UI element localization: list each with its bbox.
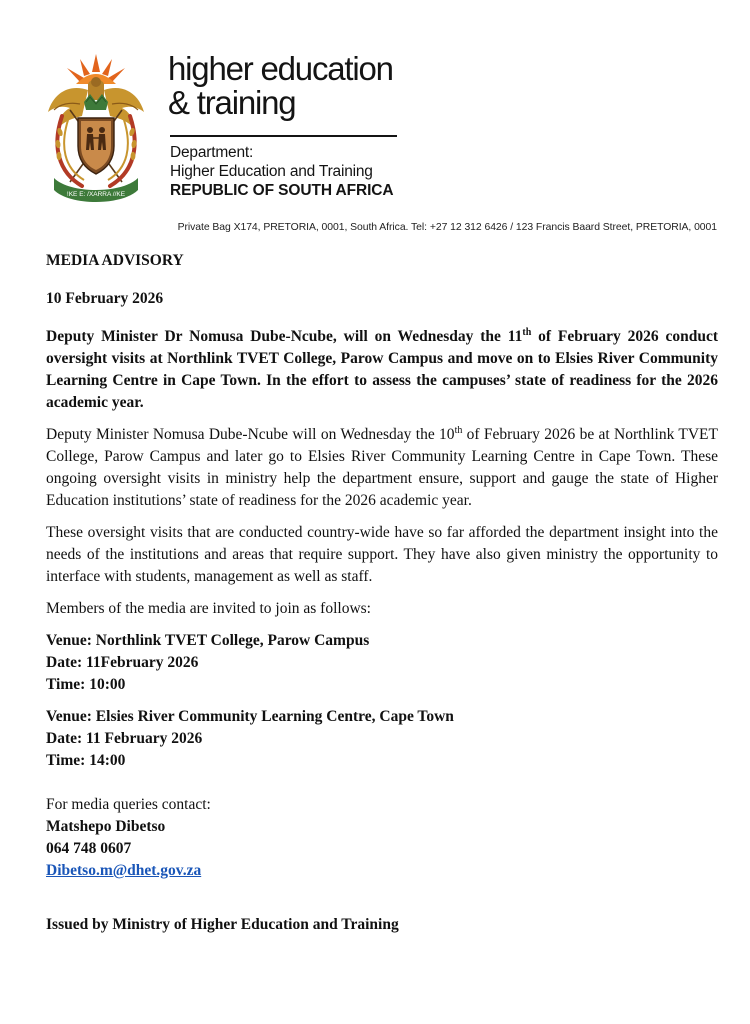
brand-line-2: & training: [168, 84, 296, 121]
venue-2-time: Time: 14:00: [46, 752, 126, 769]
paragraph-1-superscript: th: [454, 424, 463, 436]
venue-block-2: [46, 706, 718, 772]
lead-text-1: Deputy Minister Dr Nomusa Dube-Ncube, will on Wednesday the 11: [46, 328, 523, 345]
advisory-date: 10 February 2026: [46, 290, 164, 307]
lead-paragraph: [46, 326, 718, 414]
paragraph-1: [46, 424, 718, 512]
venue-2: Venue: Elsies River Community Learning Centre, Cape Town: [46, 708, 454, 725]
paragraph-1-text-2: of February 2026 be at Northlink TVET College, Parow Campus and later go to Elsies River Community Learning Centre in Cape Town. These ongoing oversight visits in ministry help the department ensure, support and gauge the state of Higher Education institutions’ state of readiness for the 2026 academic year.: [46, 426, 718, 509]
motto-banner: [54, 178, 138, 202]
paragraph-1-text-1: Deputy Minister Nomusa Dube-Ncube will on Wednesday the 10: [46, 426, 455, 443]
venue-1-time: Time: 10:00: [46, 676, 126, 693]
venue-1-date: Date: 11February 2026: [46, 654, 199, 671]
crest-motto: !KE E: /XARRA //KE: [66, 191, 126, 198]
contact-block: [46, 794, 718, 882]
department-name: Higher Education and Training: [170, 163, 373, 180]
contact-name: Matshepo Dibetso: [46, 818, 166, 835]
department-label: Department:: [170, 144, 254, 161]
invite-line: Members of the media are invited to join as follows:: [46, 600, 371, 617]
contact-intro: For media queries contact:: [46, 796, 211, 813]
venue-block-1: [46, 630, 718, 696]
venue-1: Venue: Northlink TVET College, Parow Campus: [46, 632, 370, 649]
contact-phone: 064 748 0607: [46, 840, 132, 857]
shield-icon: [78, 118, 114, 174]
lead-text-2: of February 2026 conduct oversight visits at Northlink TVET College, Parow Campus and move on to Elsies River Community Learning Centre in Cape Town. In the effort to assess the campuses’ state of readiness for the 2026 academic year.: [46, 328, 718, 411]
brand-line-1: higher education: [168, 50, 393, 87]
issued-by: Issued by Ministry of Higher Education and Training: [46, 916, 399, 933]
paragraph-2: These oversight visits that are conducted country-wide have so far afforded the department insight into the needs of the institutions and areas that require support. They have also given ministry the opportunity to interface with students, management as well as staff.: [46, 524, 718, 585]
venue-2-date: Date: 11 February 2026: [46, 730, 203, 747]
advisory-body: [46, 250, 718, 936]
contact-email-link[interactable]: Dibetso.m@dhet.gov.za: [46, 862, 202, 879]
lead-superscript: th: [522, 326, 532, 338]
brand-divider: [170, 135, 397, 137]
brand-wordmark: [168, 52, 393, 120]
republic-name: REPUBLIC OF SOUTH AFRICA: [170, 182, 394, 199]
department-block: [170, 143, 394, 200]
coat-of-arms-logo: [40, 50, 152, 210]
advisory-heading: MEDIA ADVISORY: [46, 252, 184, 269]
address-line: Private Bag X174, PRETORIA, 0001, South Africa. Tel: +27 12 312 6426 / 123 Francis Baard Street, PRETORIA, 0001: [177, 222, 717, 233]
